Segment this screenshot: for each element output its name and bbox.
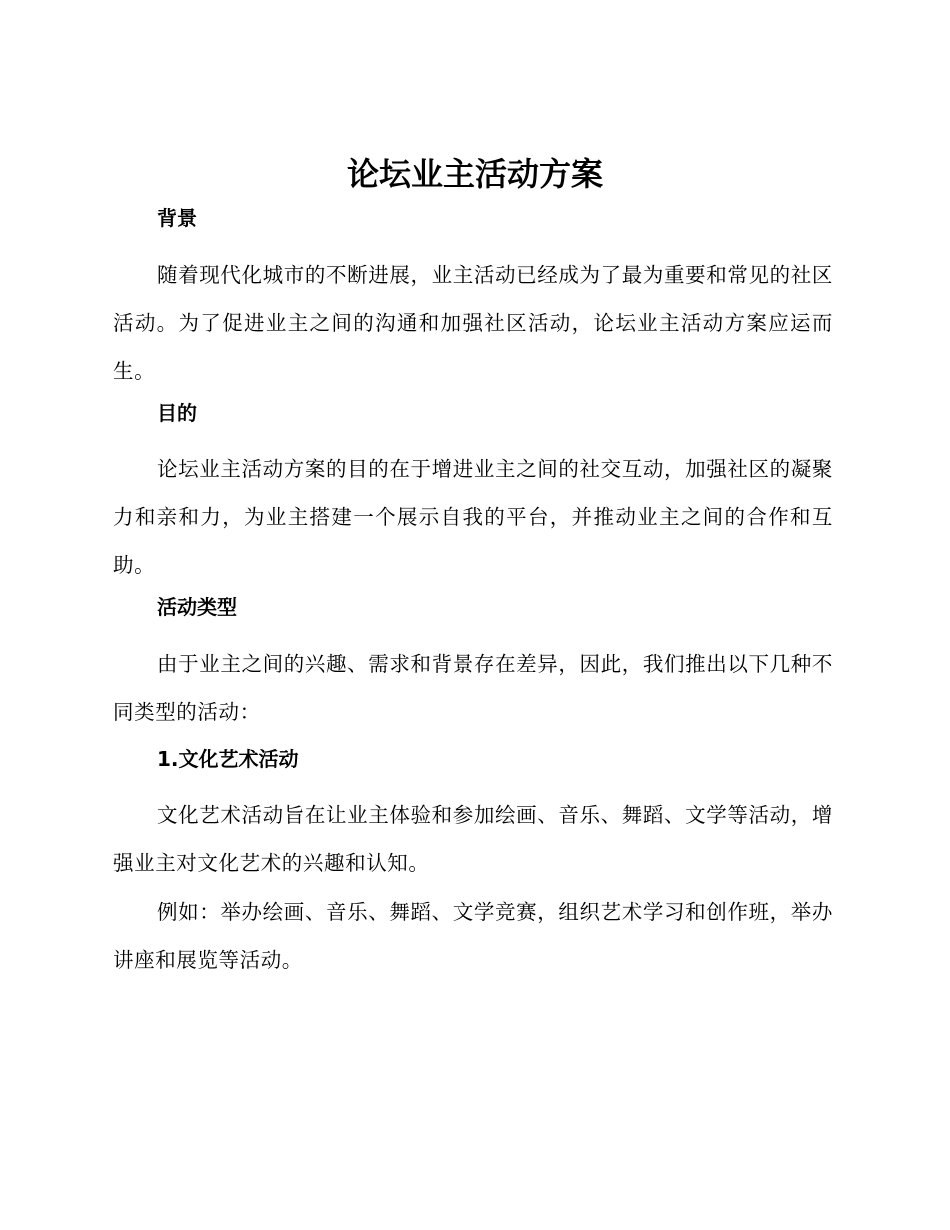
section-heading-purpose: 目的 xyxy=(157,401,197,425)
section-heading-culture-arts: 1.文化艺术活动 xyxy=(157,747,299,771)
section-heading-background: 背景 xyxy=(157,206,197,230)
document-title: 论坛业主活动方案 xyxy=(346,155,603,193)
paragraph-background: 随着现代化城市的不断进展，业主活动已经成为了最为重要和常见的社区活动。为了促进业主之间的沟通和加强社区活动，论坛业主活动方案应运而生。 xyxy=(113,263,833,383)
section-heading-activity-types: 活动类型 xyxy=(157,595,237,619)
paragraph-culture-arts: 文化艺术活动旨在让业主体验和参加绘画、音乐、舞蹈、文学等活动，增强业主对文化艺术的兴趣和认知。 xyxy=(113,803,833,875)
paragraph-purpose: 论坛业主活动方案的目的在于增进业主之间的社交互动，加强社区的凝聚力和亲和力，为业主搭建一个展示自我的平台，并推动业主之间的合作和互助。 xyxy=(113,457,833,577)
paragraph-culture-arts-examples: 例如：举办绘画、音乐、舞蹈、文学竞赛，组织艺术学习和创作班，举办讲座和展览等活动。 xyxy=(113,900,833,972)
paragraph-activity-types: 由于业主之间的兴趣、需求和背景存在差异，因此，我们推出以下几种不同类型的活动： xyxy=(113,652,833,724)
